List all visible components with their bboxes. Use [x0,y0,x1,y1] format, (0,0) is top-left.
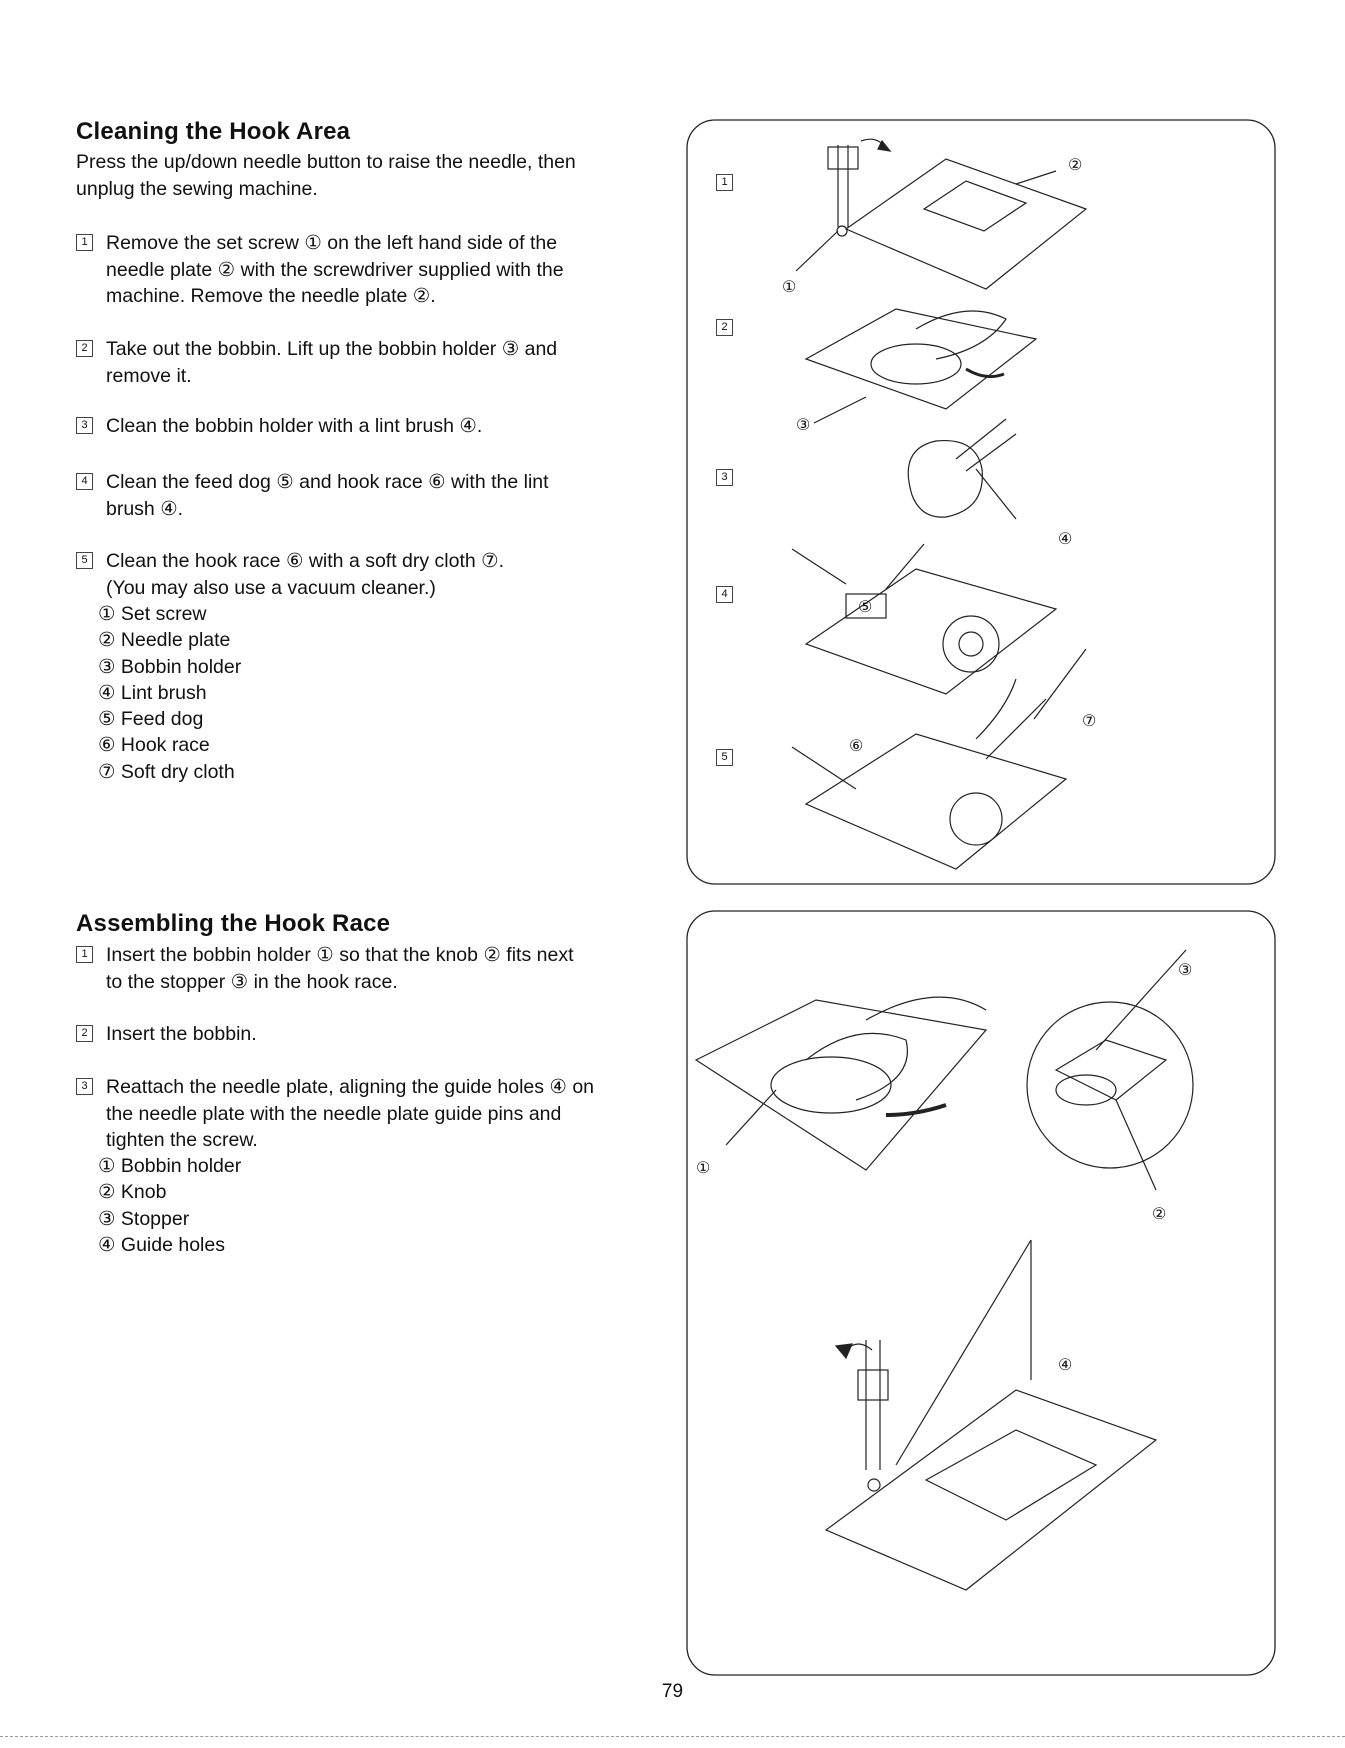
page-bottom-divider [0,1736,1345,1737]
intro-line-2: unplug the sewing machine. [76,177,318,200]
legend-item: ⑤ Feed dog [98,708,204,731]
legend-item: ④ Guide holes [98,1233,225,1256]
figure-step-4: 4 [716,586,733,603]
callout-hook-race: ⑥ [849,738,864,755]
callout-guide-holes: ④ [1058,1357,1073,1374]
callout-needle-plate: ② [1068,157,1083,174]
step-line: Clean the hook race ⑥ with a soft dry cloth ⑦. [106,550,505,572]
legend-item: ④ Lint brush [98,681,207,704]
step-number-badge: 2 [76,1025,93,1042]
callout-set-screw: ① [782,279,797,296]
page-number: 79 [661,1681,684,1702]
cleaning-figure-panel [686,119,1276,885]
intro-line-1: Press the up/down needle button to raise the needle, then [76,151,576,173]
legend-item: ① Bobbin holder [98,1155,242,1177]
callout-bobbin-holder: ① [696,1160,711,1177]
step-line: remove it. [106,364,192,387]
step-line: Reattach the needle plate, aligning the guide holes ④ on [106,1076,595,1098]
step4-illustration [792,544,1056,694]
legend-item: ① Set screw [98,603,207,625]
legend-item: ⑦ Soft dry cloth [98,760,235,783]
step-line: machine. Remove the needle plate ②. [106,285,436,307]
step-line: Take out the bobbin. Lift up the bobbin holder ③ and [106,338,558,360]
needle-plate-illustration [826,1240,1156,1590]
step-number-badge: 2 [76,340,93,357]
step-line: the needle plate with the needle plate guide pins and [106,1102,562,1125]
section-title-assembling: Assembling the Hook Race [76,910,391,937]
callout-feed-dog: ⑤ [858,599,873,616]
legend-item: ② Needle plate [98,629,231,652]
assembling-illustrations [686,910,1276,1676]
step-line: to the stopper ③ in the hook race. [106,970,398,993]
assembling-legend [98,1153,241,1258]
step-line: tighten the screw. [106,1129,258,1151]
step-line: Clean the bobbin holder with a lint brush ④. [106,415,483,437]
step-line: needle plate ② with the screwdriver supplied with the [106,258,564,281]
step-line: Insert the bobbin holder ① so that the knob ② fits next [106,944,574,966]
bobbin-holder-illustration [696,997,986,1170]
assembling-figure-panel [686,910,1276,1676]
intro-text [76,149,576,202]
callout-lint-brush: ④ [1058,531,1073,548]
cleaning-legend [98,601,241,785]
step-number-badge: 5 [76,552,93,569]
legend-item: ③ Stopper [98,1207,190,1230]
step-number-badge: 3 [76,417,93,434]
cleaning-illustrations [686,119,1276,885]
figure-step-5: 5 [716,749,733,766]
callout-stopper: ③ [1178,962,1193,979]
figure-step-2: 2 [716,319,733,336]
legend-item: ② Knob [98,1181,167,1204]
section-title-cleaning: Cleaning the Hook Area [76,118,351,145]
callout-soft-cloth: ⑦ [1082,713,1097,730]
step1-illustration [796,139,1086,289]
step2-illustration [806,309,1036,423]
step-line: Clean the feed dog ⑤ and hook race ⑥ with the lint [106,471,549,493]
legend-item: ③ Bobbin holder [98,655,242,678]
step5-illustration [792,649,1086,869]
step-line: Remove the set screw ① on the left hand side of the [106,232,558,254]
step-line: Insert the bobbin. [106,1023,257,1045]
callout-bobbin-holder: ③ [796,417,811,434]
step-line: brush ④. [106,497,184,520]
step-line: (You may also use a vacuum cleaner.) [106,576,436,599]
step-number-badge: 1 [76,234,93,251]
step-number-badge: 3 [76,1078,93,1095]
step3-illustration [908,419,1016,519]
legend-item: ⑥ Hook race [98,734,210,757]
detail-circle-illustration [1027,950,1193,1190]
callout-knob: ② [1152,1206,1167,1223]
figure-step-1: 1 [716,174,733,191]
step-number-badge: 1 [76,946,93,963]
step-number-badge: 4 [76,473,93,490]
figure-step-3: 3 [716,469,733,486]
